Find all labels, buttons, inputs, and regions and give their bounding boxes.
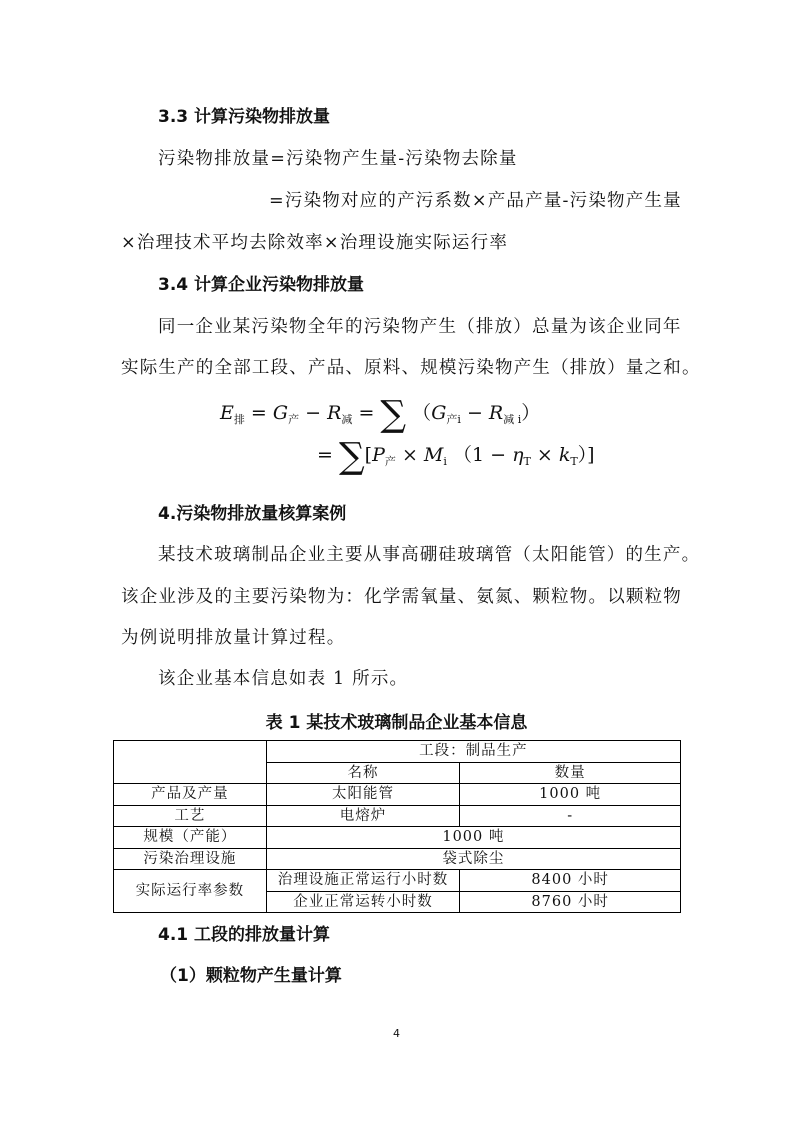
formula-symbol: E — [220, 402, 234, 424]
formula-symbol: G — [431, 402, 447, 424]
formula-symbol: R — [327, 402, 342, 424]
formula-subscript: 产 — [288, 413, 300, 426]
table-cell-empty — [114, 741, 267, 784]
table-cell: 产品及产量 — [114, 784, 267, 806]
formula-symbol: M — [423, 444, 444, 466]
formula-operator: − — [305, 402, 322, 424]
formula-operator: = — [250, 402, 267, 424]
section-4-title: 4.污染物排放量核算案例 — [158, 504, 347, 524]
formula-operator: × — [401, 444, 418, 466]
formula-symbol: P — [372, 444, 385, 466]
table-cell: - — [460, 805, 681, 827]
formula-symbol: G — [272, 402, 289, 424]
paragraph-line: 实际生产的全部工段、产品、原料、规模污染物产生（排放）量之和。 — [121, 358, 701, 378]
table-row — [114, 805, 681, 827]
table-cell: 8400 小时 — [460, 870, 681, 892]
formula-subscript: 减 i — [503, 413, 522, 426]
table-cell: 污染治理设施 — [114, 848, 267, 870]
formula-subscript: 产i — [446, 413, 461, 426]
formula-subscript: 产 — [384, 455, 396, 468]
paragraph-line: =污染物对应的产污系数×产品产量-污染物产生量 — [269, 191, 682, 211]
subsection-title: （1）颗粒物产生量计算 — [160, 966, 342, 986]
page-number: 4 — [393, 1027, 400, 1040]
formula-line-2 — [317, 436, 595, 477]
table-cell: 名称 — [266, 762, 460, 784]
table-row — [114, 848, 681, 870]
table-cell: 1000 吨 — [266, 827, 680, 849]
formula-operator: − — [490, 444, 507, 466]
formula-symbol: R — [488, 402, 504, 424]
paragraph-line: 同一企业某污染物全年的污染物产生（排放）总量为该企业同年 — [158, 317, 682, 337]
table-cell: 袋式除尘 — [266, 848, 680, 870]
paragraph-line: 该企业涉及的主要污染物为：化学需氧量、氨氮、颗粒物。以颗粒物 — [121, 587, 682, 607]
table-cell: 太阳能管 — [266, 784, 460, 806]
formula-operator: = — [317, 444, 333, 466]
table-cell: 电熔炉 — [266, 805, 460, 827]
table-cell: 规模（产能） — [114, 827, 267, 849]
table-row — [114, 741, 681, 763]
section-3-4-title: 3.4 计算企业污染物排放量 — [158, 275, 365, 295]
section-4-1-title: 4.1 工段的排放量计算 — [158, 925, 331, 945]
formula-symbol: k — [558, 444, 571, 466]
formula-number: （1 — [452, 444, 485, 466]
formula-operator: × — [536, 444, 553, 466]
paragraph-line: 污染物排放量=污染物产生量-污染物去除量 — [158, 149, 518, 169]
formula-operator: = — [358, 402, 375, 424]
section-3-3-title: 3.3 计算污染物排放量 — [158, 107, 331, 127]
table-cell: 数量 — [460, 762, 681, 784]
table-cell: 工艺 — [114, 805, 267, 827]
table-row — [114, 870, 681, 892]
paragraph-line: ×治理技术平均去除效率×治理设施实际运行率 — [121, 233, 509, 253]
table-cell: 治理设施正常运行小时数 — [266, 870, 460, 892]
paragraph-line: 为例说明排放量计算过程。 — [121, 628, 346, 648]
formula-subscript: 减 — [341, 413, 353, 426]
formula-subscript: T — [570, 455, 578, 468]
sum-symbol: ∑ — [380, 394, 407, 435]
formula-subscript: T — [523, 455, 531, 468]
table-row — [114, 784, 681, 806]
formula-paren: （ — [412, 402, 432, 424]
formula-bracket: ）] — [577, 444, 595, 466]
table-cell: 8760 小时 — [460, 891, 681, 913]
basic-info-table — [113, 740, 681, 913]
table-cell: 企业正常运转小时数 — [266, 891, 460, 913]
table-cell: 实际运行率参数 — [114, 870, 267, 913]
paragraph-line: 该企业基本信息如表 1 所示。 — [158, 669, 409, 689]
formula-line-1 — [220, 394, 541, 435]
formula-subscript: i — [443, 455, 447, 468]
table-row — [114, 827, 681, 849]
table-cell: 1000 吨 — [460, 784, 681, 806]
formula-operator: − — [466, 402, 483, 424]
formula-subscript: 排 — [233, 413, 245, 426]
sum-symbol: ∑ — [338, 436, 365, 477]
table-cell: 工段：制品生产 — [266, 741, 680, 763]
formula-paren: ） — [521, 402, 541, 424]
paragraph-line: 某技术玻璃制品企业主要从事高硼硅玻璃管（太阳能管）的生产。 — [158, 545, 701, 565]
formula-bracket: [ — [364, 444, 373, 466]
formula-symbol: η — [512, 444, 524, 466]
table-caption: 表 1 某技术玻璃制品企业基本信息 — [265, 713, 528, 733]
